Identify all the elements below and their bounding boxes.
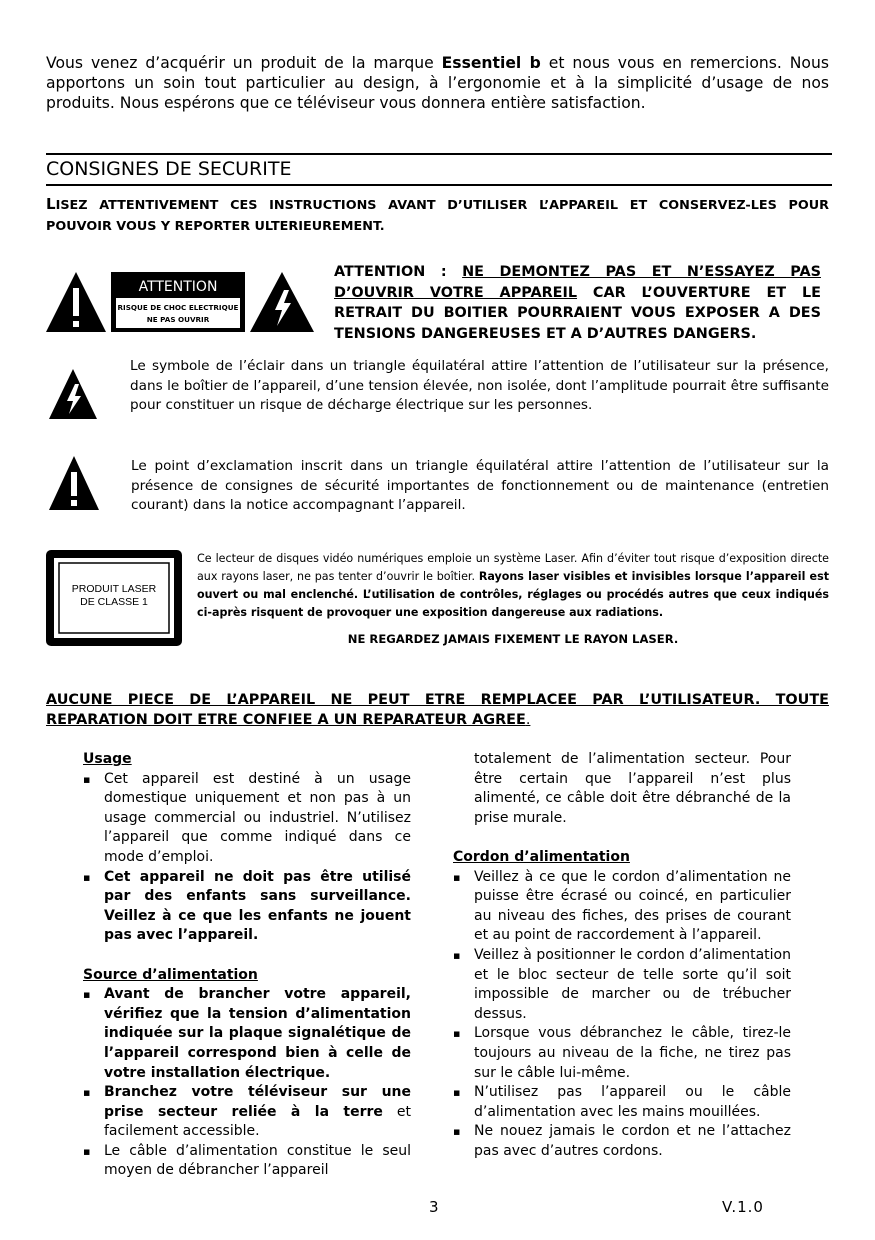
section-rule-bottom xyxy=(46,184,832,186)
no-parts-end: . xyxy=(525,712,531,728)
power-heading: Source d’alimentation xyxy=(83,966,258,983)
laser-warning: NE REGARDEZ JAMAIS FIXEMENT LE RAYON LASER. xyxy=(347,632,679,646)
brand-name: Essentiel b xyxy=(441,54,541,72)
left-column xyxy=(83,750,411,1181)
laser-class-label xyxy=(44,548,184,648)
right-column xyxy=(453,750,791,1161)
exclamation-triangle-icon xyxy=(46,272,106,332)
attention-lead: ATTENTION : xyxy=(334,264,463,280)
list-item xyxy=(83,1083,411,1142)
section-title: CONSIGNES DE SECURITE xyxy=(46,158,292,180)
usage-list xyxy=(83,770,411,946)
list-item: ▪ Ne nouez jamais le cordon et ne l’attachez pas avec d’autres cordons. xyxy=(453,1122,791,1161)
power-item2-bold: Branchez votre téléviseur sur une prise secteur reliée à la terre xyxy=(104,1084,411,1120)
attention-warning xyxy=(334,262,821,344)
no-user-parts-notice xyxy=(46,690,829,730)
laser-paragraph xyxy=(197,550,829,622)
section-rule-top xyxy=(46,153,832,155)
no-parts-text: AUCUNE PIECE DE L’APPAREIL NE PEUT ETRE REMPLACEE PAR L’UTILISATEUR. TOUTE REPARATION DOIT ETRE CONFIEE A UN REPARATEUR AGREE xyxy=(46,692,829,728)
intro-text-start: Vous venez d’acquérir un produit de la marque xyxy=(46,54,442,72)
laser-text-bold: Rayons laser visibles et invisibles lorsque l’appareil est ouvert ou mal enclenché. L’utilisation de contrôles, réglages ou procédés autres que ceux indiqués ci-après risquent de provoquer une exposition dangereuse aux radiations. xyxy=(197,570,829,619)
cord-heading: Cordon d’alimentation xyxy=(453,848,630,865)
laser-text-normal: Ce lecteur de disques vidéo numériques emploie un système Laser. Afin d’éviter tout risque d’exposition directe aux rayons laser, ne pas tenter d’ouvrir le boîtier. xyxy=(197,552,829,583)
laser-label-line1: PRODUIT LASER xyxy=(71,583,157,595)
lightning-symbol-description: Le symbole de l’éclair dans un triangle équilatéral attire l’attention de l’utilisateur sur la présence, dans le boîtier de l’appareil, d’une tension élevée, non isolée, dont l’amplitude pourrait être suffisante pour constituer un risque de décharge électrique sur les personnes. xyxy=(130,358,829,413)
caution-label-graphic xyxy=(44,270,320,334)
attention-underlined: NE DEMONTEZ PAS ET N’ESSAYEZ PAS D’OUVRIR VOTRE APPAREIL xyxy=(334,264,821,301)
attention-plate-line1: RISQUE DE CHOC ELECTRIQUE xyxy=(117,303,239,312)
instructions-initial: L xyxy=(46,195,56,213)
list-item: ▪ Lorsque vous débranchez le câble, tirez-le toujours au niveau de la fiche, ne tirez pas sur le câble lui-même. xyxy=(453,1024,791,1083)
intro-text-end: et nous vous en remercions. Nous apportons un soin tout particulier au design, à l’ergonomie et à la simplicité d’usage de nos produits. Nous espérons que ce téléviseur vous donnera entière satisfaction. xyxy=(46,54,829,112)
intro-paragraph xyxy=(46,53,829,113)
exclamation-triangle-icon xyxy=(48,455,100,511)
list-item: ▪ Cet appareil ne doit pas être utilisé par des enfants sans surveillance. Veillez à ce que les enfants ne jouent pas avec l’appareil. xyxy=(83,868,411,946)
instructions-line-2: POUVOIR VOUS Y REPORTER ULTERIEUREMENT. xyxy=(46,219,385,234)
attention-rest: CAR L’OUVERTURE ET LE RETRAIT DU BOITIER POURRAIENT VOUS EXPOSER A DES TENSIONS DANGEREUSES ET A D’AUTRES DANGERS. xyxy=(334,284,821,342)
page-number: 3 xyxy=(429,1198,439,1216)
read-instructions xyxy=(46,194,829,237)
lightning-triangle-icon xyxy=(48,368,98,420)
list-item: ▪ Veillez à positionner le cordon d’alimentation et le bloc secteur de telle sorte qu’il soit impossible de marcher ou de trébucher dessus. xyxy=(453,946,791,1024)
lightning-triangle-icon xyxy=(250,272,314,332)
list-item: ▪ Avant de brancher votre appareil, vérifiez que la tension d’alimentation indiquée sur la plaque signalétique de l’appareil correspond bien à celle de votre installation électrique. xyxy=(83,985,411,1083)
power-list xyxy=(83,985,411,1181)
version-label: V.1.0 xyxy=(722,1198,764,1216)
list-item: ▪ Cet appareil est destiné à un usage domestique uniquement et non pas à un usage commercial ou industriel. N’utilisez l’appareil que comme indiqué dans ce mode d’emploi. xyxy=(83,770,411,868)
exclamation-symbol-description: Le point d’exclamation inscrit dans un triangle équilatéral attire l’attention de l’utilisateur sur la présence de consignes de sécurité importantes de fonctionnement ou de maintenance (entretien courant) dans la notice accompagnant l’appareil. xyxy=(131,458,829,513)
usage-heading: Usage xyxy=(83,751,132,767)
cord-list xyxy=(453,868,791,1162)
list-item: ▪ Le câble d’alimentation constitue le seul moyen de débrancher l’appareil xyxy=(83,1142,411,1181)
power-item2-rest: et facilement accessible. xyxy=(104,1103,412,1140)
list-item: ▪ N’utilisez pas l’appareil ou le câble d’alimentation avec les mains mouillées. xyxy=(453,1083,791,1122)
list-item: ▪ Veillez à ce que le cordon d’alimentation ne puisse être écrasé ou coincé, en particulier au niveau des fiches, des prises de courant et au point de raccordement à l’appareil. xyxy=(453,868,791,946)
instructions-line-1: ISEZ ATTENTIVEMENT CES INSTRUCTIONS AVANT D’UTILISER L’APPAREIL ET CONSERVEZ-LES POUR xyxy=(55,198,829,213)
laser-label-line2: DE CLASSE 1 xyxy=(80,596,148,608)
attention-plate-line2: NE PAS OUVRIR xyxy=(146,315,210,324)
attention-plate-title: ATTENTION xyxy=(138,279,218,295)
power-item3-continued: totalement de l’alimentation secteur. Pour être certain que l’appareil n’est plus alimenté, ce câble doit être débranché de la prise murale. xyxy=(474,751,791,826)
